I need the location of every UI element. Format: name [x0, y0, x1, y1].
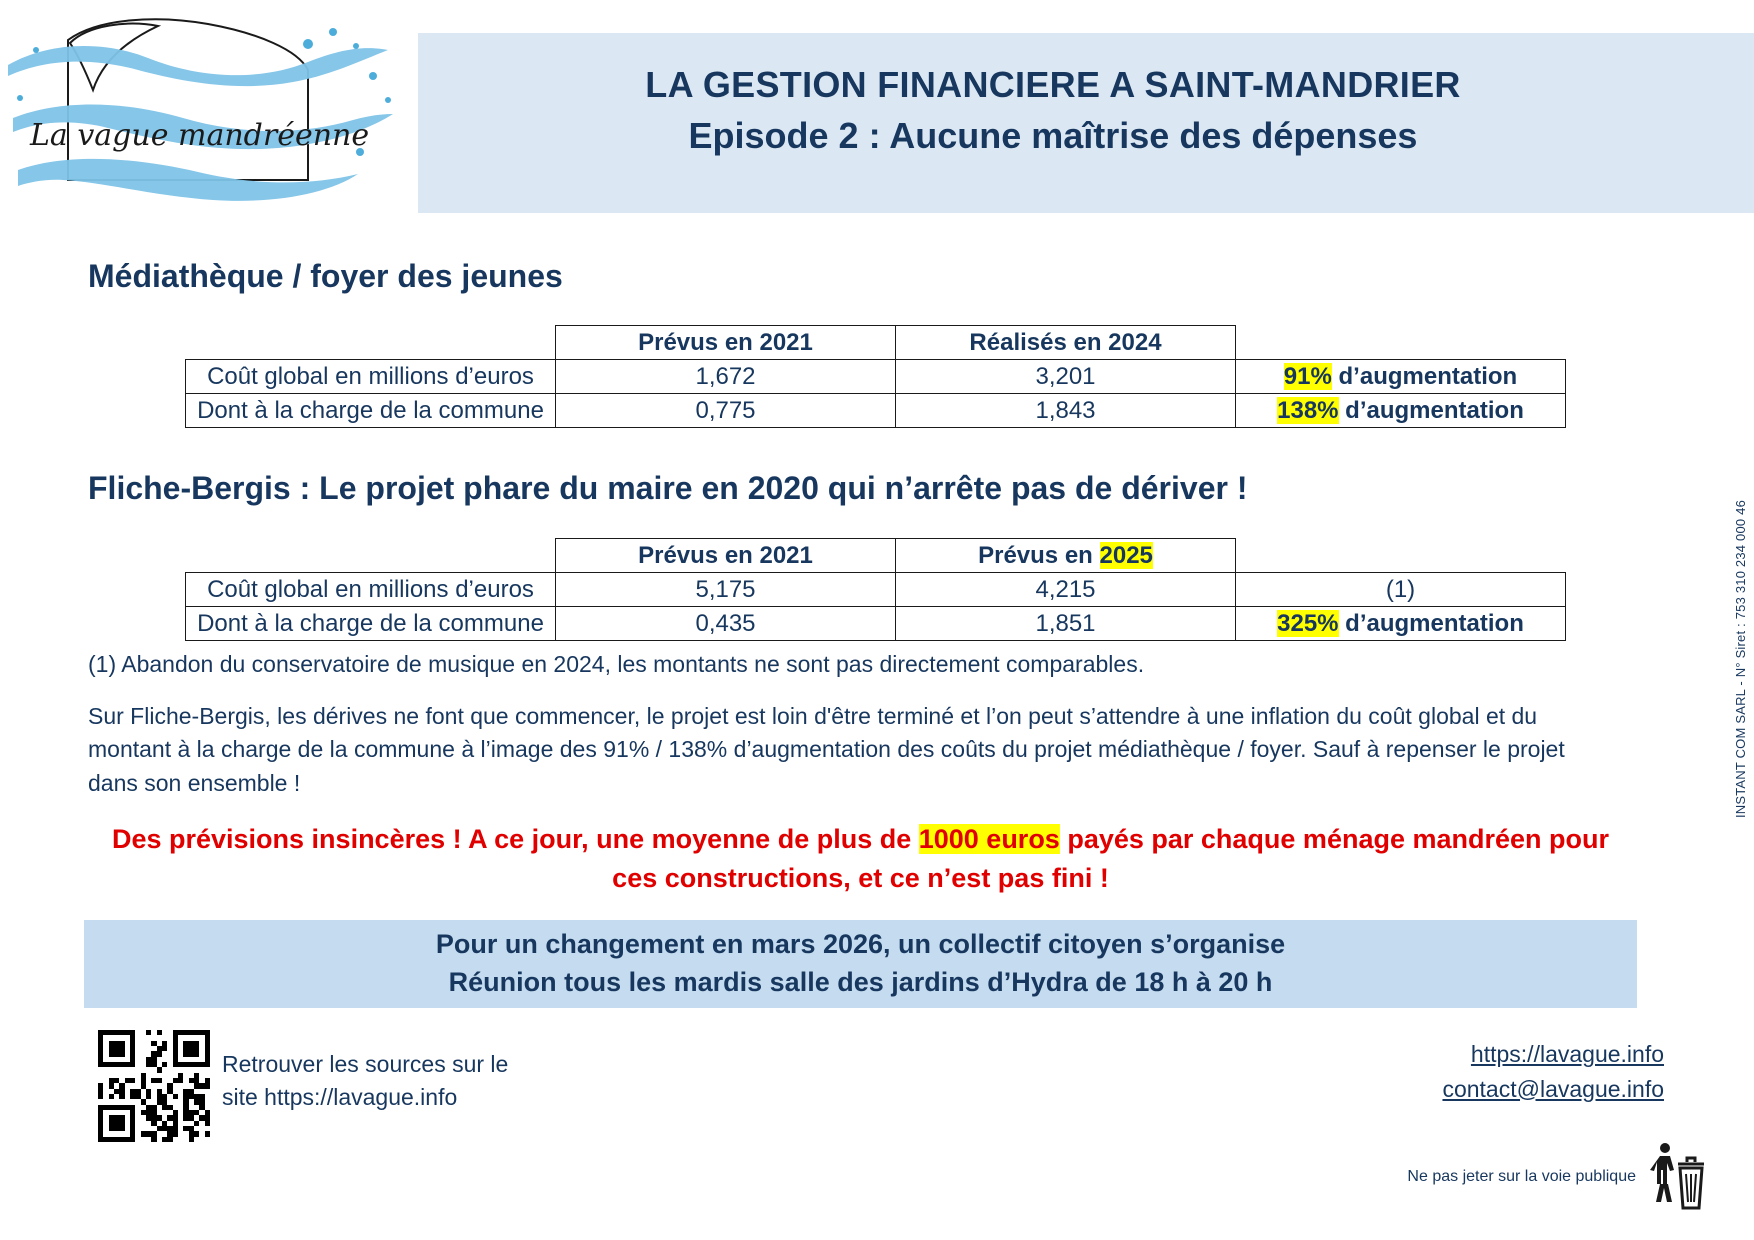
red-statement — [88, 820, 1633, 898]
cell-note-cout-global — [1236, 360, 1566, 394]
table-fliche-bergis — [185, 538, 1566, 641]
table-row — [186, 607, 1566, 641]
header-cell-prevus-2021-b: Prévus en 2021 — [556, 539, 896, 573]
link-website[interactable]: https://lavague.info — [1470, 1041, 1664, 1067]
note-text-1: d’augmentation — [1331, 362, 1518, 390]
page-header — [0, 0, 1754, 213]
cell-charge-commune-2021-b: 0,435 — [556, 607, 896, 641]
cell-cout-global-2021-b: 5,175 — [556, 573, 896, 607]
body-paragraph: Sur Fliche-Bergis, les dérives ne font que commencer, le projet est loin d'être terminé et l’on peut s’attendre à une inflation du coût global et du montant à la charge de la commune à l’image des 91% / 138% d’augmentation des coûts du projet médiathèque / foyer. Sauf à repenser le projet dans son ensemble ! — [88, 703, 1565, 796]
header-title-block — [418, 62, 1688, 158]
table-row — [186, 360, 1566, 394]
cell-cout-global-2024: 3,201 — [896, 360, 1236, 394]
header-cell-prevus-2021: Prévus en 2021 — [556, 326, 896, 360]
contact-links — [1442, 1037, 1664, 1106]
callout-meeting — [84, 920, 1637, 1008]
table-row — [186, 573, 1566, 607]
table-header-row — [186, 326, 1566, 360]
footnote-text: (1) Abandon du conservatoire de musique en 2024, les montants ne sont pas directement comparables. — [88, 651, 1145, 677]
highlight-91: 91% — [1283, 362, 1332, 390]
table-mediatheque — [185, 325, 1566, 428]
header-cell-note — [1236, 326, 1566, 360]
legal-vertical-text: INSTANT COM SARL - N° Siret : 753 310 234 000 46 — [1733, 500, 1748, 819]
table-header-row — [186, 539, 1566, 573]
table-row — [186, 394, 1566, 428]
row-label-cout-global-b: Coût global en millions d’euros — [186, 573, 556, 607]
sources-line-1: Retrouver les sources sur le — [222, 1051, 509, 1077]
highlight-138: 138% — [1277, 396, 1339, 424]
section-heading-mediatheque: Médiathèque / foyer des jeunes — [88, 258, 563, 294]
red-text-part2: payés par chaque ménage mandréen pour ces constructions, et ce n’est pas fini ! — [612, 824, 1610, 894]
highlight-325: 325% — [1277, 609, 1339, 637]
note-text-3: d’augmentation — [1338, 609, 1524, 637]
cell-note-charge-commune — [1236, 394, 1566, 428]
callout-line-2: Réunion tous les mardis salle des jardins d’Hydra de 18 h à 20 h — [448, 967, 1273, 997]
highlight-2025: 2025 — [1099, 541, 1153, 569]
wave-logo-icon — [8, 10, 408, 210]
note-text-2: d’augmentation — [1338, 396, 1524, 424]
header-cell-realises-2024: Réalisés en 2024 — [896, 326, 1236, 360]
cell-charge-commune-2021: 0,775 — [556, 394, 896, 428]
disposal-notice: Ne pas jeter sur la voie publique — [1407, 1168, 1636, 1185]
row-label-charge-commune-b: Dont à la charge de la commune — [186, 607, 556, 641]
cell-note-footnote-ref: (1) — [1236, 573, 1566, 607]
highlight-1000-euros: 1000 euros — [918, 824, 1060, 854]
logo-text: La vague mandréenne — [30, 118, 370, 153]
page-title: LA GESTION FINANCIERE A SAINT-MANDRIER — [645, 64, 1461, 105]
header-cell-empty-2 — [186, 539, 556, 573]
header-prefix-prevus: Prévus en — [978, 541, 1100, 569]
link-email[interactable]: contact@lavague.info — [1442, 1075, 1664, 1102]
sources-line-2: site https://lavague.info — [222, 1084, 458, 1111]
row-label-cout-global: Coût global en millions d’euros — [186, 360, 556, 394]
cell-charge-commune-2024: 1,843 — [896, 394, 1236, 428]
section-heading-fliche-bergis: Fliche-Bergis : Le projet phare du maire en 2020 qui n’arrête pas de dériver ! — [88, 470, 1248, 506]
header-cell-empty — [186, 326, 556, 360]
logo — [8, 10, 408, 210]
red-text-part1: Des prévisions insincères ! A ce jour, une moyenne de plus de — [111, 824, 919, 854]
cell-charge-commune-2025: 1,851 — [896, 607, 1236, 641]
header-cell-note-2 — [1236, 539, 1566, 573]
callout-line-1: Pour un changement en mars 2026, un collectif citoyen s’organise — [435, 929, 1286, 960]
header-cell-prevus-2025 — [896, 539, 1236, 573]
cell-cout-global-2021: 1,672 — [556, 360, 896, 394]
trash-bin-icon — [1648, 1140, 1706, 1212]
cell-cout-global-2025: 4,215 — [896, 573, 1236, 607]
row-label-charge-commune: Dont à la charge de la commune — [186, 394, 556, 428]
sources-text — [222, 1048, 508, 1115]
page-subtitle: Episode 2 : Aucune maîtrise des dépenses — [688, 115, 1418, 156]
qr-code[interactable] — [98, 1030, 210, 1142]
cell-note-charge-commune-b — [1236, 607, 1566, 641]
